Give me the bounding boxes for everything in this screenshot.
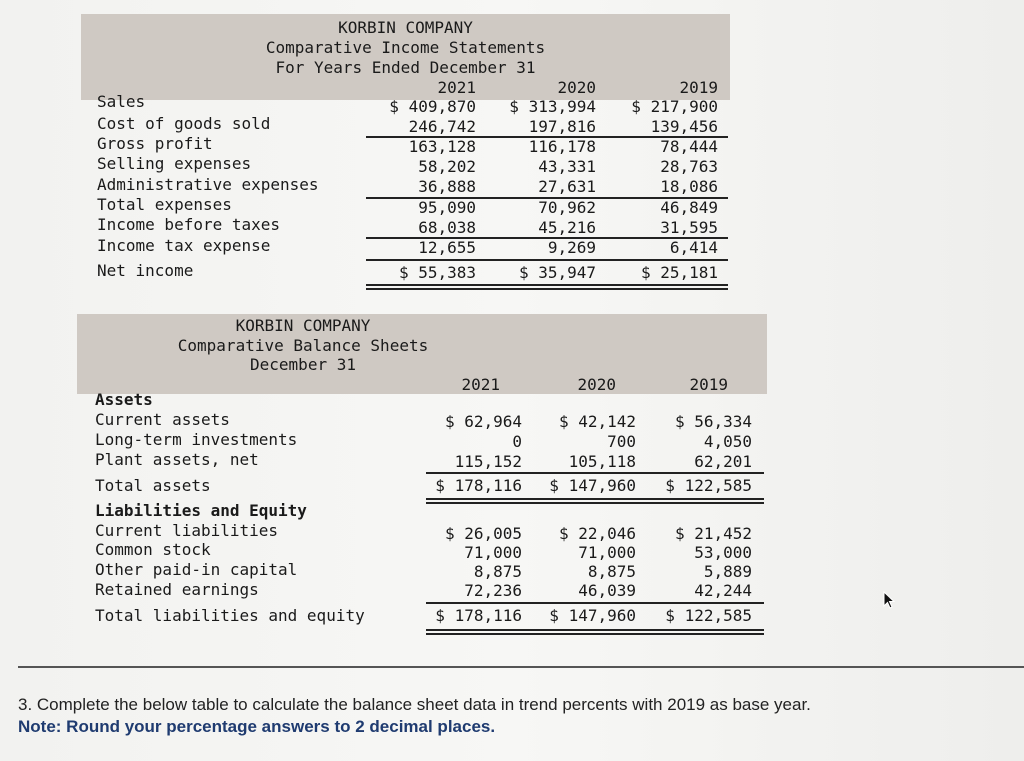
income-cell: 116,178 <box>528 137 596 156</box>
income-year-2019: 2019 <box>679 78 718 97</box>
income-cell: 46,849 <box>660 198 718 217</box>
income-rule-cogs <box>366 136 728 138</box>
income-cell: $ 409,870 <box>389 97 476 116</box>
balance-year-2021: 2021 <box>461 375 500 394</box>
income-title: Comparative Income Statements <box>265 38 546 57</box>
income-cell: $ 35,947 <box>518 263 596 282</box>
balance-rule-assets-sub <box>426 472 764 474</box>
balance-cell: 8,875 <box>473 562 522 581</box>
mouse-pointer-icon <box>880 590 898 612</box>
income-cell: 45,216 <box>538 218 596 237</box>
balance-rule-liab-sub <box>426 602 764 604</box>
balance-cell: $ 42,142 <box>558 412 636 431</box>
balance-row-label: Total assets <box>95 476 211 495</box>
income-row-label: Sales <box>97 92 146 111</box>
income-cell: $ 217,900 <box>631 97 718 116</box>
income-row-label: Selling expenses <box>97 154 252 173</box>
income-row-label: Gross profit <box>97 134 213 153</box>
balance-row-label: Total liabilities and equity <box>95 606 365 625</box>
balance-cell: 53,000 <box>694 543 752 562</box>
balance-cell: $ 122,585 <box>665 476 752 495</box>
income-cell: 9,269 <box>547 238 596 257</box>
income-cell: 27,631 <box>538 177 596 196</box>
balance-period: December 31 <box>250 355 356 374</box>
section-divider <box>18 666 1024 668</box>
balance-title: Comparative Balance Sheets <box>177 336 429 355</box>
income-cell: 31,595 <box>660 218 718 237</box>
assets-heading: Assets <box>95 390 153 409</box>
balance-row-label: Long-term investments <box>95 430 298 449</box>
balance-row-label: Other paid-in capital <box>95 560 298 579</box>
income-cell: 12,655 <box>418 238 476 257</box>
income-rule-admin <box>366 197 728 199</box>
instruction-note: Note: Round your percentage answers to 2 decimal places. <box>18 717 496 736</box>
income-cell: $ 55,383 <box>398 263 476 282</box>
balance-year-2020: 2020 <box>577 375 616 394</box>
income-year-2020: 2020 <box>557 78 596 97</box>
instruction-block <box>18 694 811 738</box>
income-year-2021: 2021 <box>437 78 476 97</box>
balance-cell: 105,118 <box>568 452 636 471</box>
balance-cell: 42,244 <box>694 581 752 600</box>
income-row-label: Income tax expense <box>97 236 271 255</box>
income-cell: 163,128 <box>408 137 476 156</box>
balance-company: KORBIN COMPANY <box>235 316 371 335</box>
balance-cell: 0 <box>512 432 522 451</box>
income-period: For Years Ended December 31 <box>275 58 536 77</box>
income-rule-net-double-2 <box>366 288 728 290</box>
income-cell: 36,888 <box>418 177 476 196</box>
balance-row-label: Current assets <box>95 410 230 429</box>
income-row-label: Income before taxes <box>97 215 281 234</box>
balance-cell: $ 122,585 <box>665 606 752 625</box>
income-rule-net-top <box>366 259 728 261</box>
balance-cell: 71,000 <box>578 543 636 562</box>
balance-rule-assets-double-1 <box>426 498 764 500</box>
balance-cell: 5,889 <box>703 562 752 581</box>
balance-cell: 4,050 <box>703 432 752 451</box>
balance-cell: $ 56,334 <box>674 412 752 431</box>
balance-cell: 46,039 <box>578 581 636 600</box>
balance-rule-assets-double-2 <box>426 502 764 504</box>
balance-cell: 700 <box>607 432 636 451</box>
balance-cell: $ 26,005 <box>444 524 522 543</box>
income-cell: 6,414 <box>669 238 718 257</box>
income-row-label: Total expenses <box>97 195 232 214</box>
balance-row-label: Current liabilities <box>95 521 279 540</box>
income-cell: 18,086 <box>660 177 718 196</box>
income-cell: 197,816 <box>528 117 596 136</box>
income-cell: 58,202 <box>418 157 476 176</box>
balance-cell: $ 21,452 <box>674 524 752 543</box>
balance-cell: $ 22,046 <box>558 524 636 543</box>
income-cell: $ 313,994 <box>509 97 596 116</box>
income-rule-tax <box>366 237 728 239</box>
income-row-label: Net income <box>97 261 194 280</box>
income-cell: 43,331 <box>538 157 596 176</box>
balance-cell: $ 178,116 <box>435 606 522 625</box>
income-cell: 139,456 <box>650 117 718 136</box>
income-rule-net-double-1 <box>366 284 728 286</box>
income-cell: 28,763 <box>660 157 718 176</box>
balance-cell: 72,236 <box>464 581 522 600</box>
income-cell: 246,742 <box>408 117 476 136</box>
balance-rule-liab-double-2 <box>426 633 764 635</box>
balance-cell: $ 147,960 <box>549 476 636 495</box>
balance-row-label: Common stock <box>95 540 211 559</box>
balance-year-2019: 2019 <box>689 375 728 394</box>
income-cell: 70,962 <box>538 198 596 217</box>
balance-cell: 8,875 <box>587 562 636 581</box>
income-cell: $ 25,181 <box>640 263 718 282</box>
income-cell: 68,038 <box>418 218 476 237</box>
income-row-label: Administrative expenses <box>97 175 319 194</box>
income-cell: 78,444 <box>660 137 718 156</box>
balance-cell: 71,000 <box>464 543 522 562</box>
liabilities-heading: Liabilities and Equity <box>95 501 307 520</box>
income-row-label: Cost of goods sold <box>97 114 271 133</box>
balance-cell: $ 147,960 <box>549 606 636 625</box>
balance-row-label: Plant assets, net <box>95 450 259 469</box>
balance-cell: $ 62,964 <box>444 412 522 431</box>
income-company: KORBIN COMPANY <box>338 18 473 37</box>
balance-row-label: Retained earnings <box>95 580 259 599</box>
balance-rule-liab-double-1 <box>426 629 764 631</box>
balance-cell: 62,201 <box>694 452 752 471</box>
balance-cell: $ 178,116 <box>435 476 522 495</box>
instruction-text: 3. Complete the below table to calculate the balance sheet data in trend percents with 2019 as base year. <box>18 695 811 714</box>
income-cell: 95,090 <box>418 198 476 217</box>
balance-cell: 115,152 <box>454 452 522 471</box>
